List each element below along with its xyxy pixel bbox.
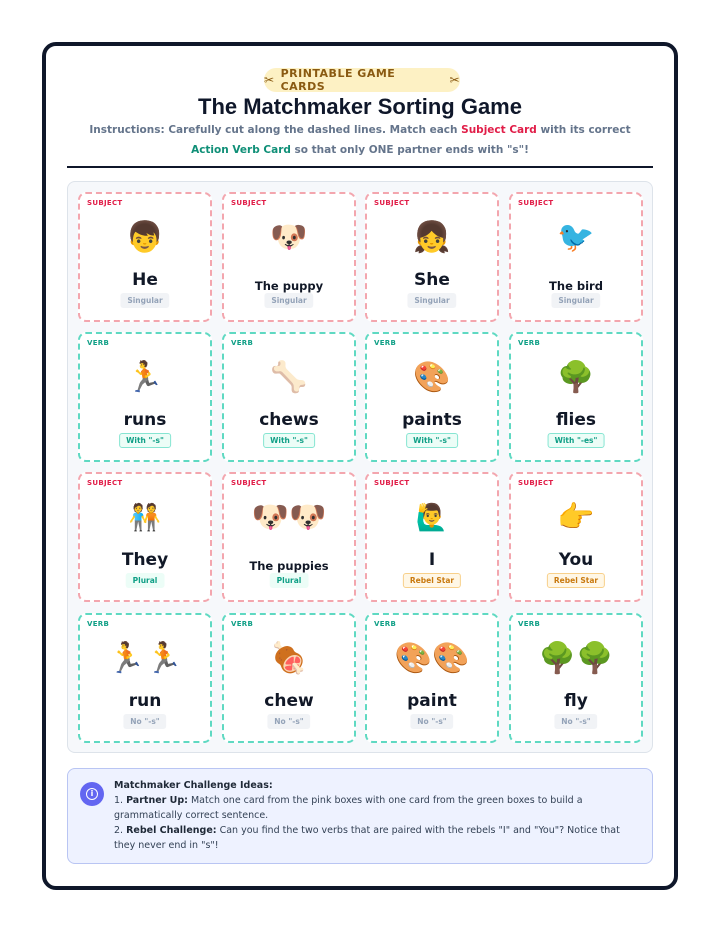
card-tag: VERB: [518, 620, 541, 628]
card-label-badge: With "-s": [406, 433, 458, 448]
card-word: paint: [407, 691, 457, 711]
card-word: The puppy: [254, 279, 324, 293]
card-tag: VERB: [87, 620, 110, 628]
card-illustration: 👉: [557, 500, 595, 535]
card-label-badge: No "-s": [554, 714, 597, 729]
card-word: The bird: [549, 279, 603, 293]
card-tag: SUBJECT: [374, 199, 410, 207]
card-tag: VERB: [231, 620, 254, 628]
instructions-text: Instructions: Carefully cut along the dashed lines. Match each: [89, 124, 462, 136]
list-number: 2.: [114, 825, 127, 836]
card-tag: SUBJECT: [87, 199, 123, 207]
verb-card-term: Action Verb Card: [191, 144, 291, 156]
printable-badge: [264, 68, 460, 92]
card-label-badge: Singular: [264, 293, 313, 308]
card-word: run: [128, 691, 162, 711]
challenge-text: [114, 778, 640, 853]
card-illustration: 🧑‍🤝‍🧑: [128, 503, 162, 533]
challenge-item-label: Rebel Challenge:: [126, 825, 217, 836]
card-word: paints: [402, 410, 462, 430]
list-number: 1.: [114, 795, 127, 806]
challenge-item-1: [114, 793, 640, 823]
card-tag: VERB: [374, 339, 397, 347]
card-word: He: [132, 270, 158, 290]
card-label-badge: Singular: [120, 293, 169, 308]
card-word: They: [121, 550, 169, 570]
verb-card[interactable]: [222, 613, 356, 743]
card-label-badge: Plural: [270, 573, 309, 588]
challenge-box: [67, 768, 653, 864]
card-label-badge: Rebel Star: [403, 573, 461, 588]
card-word: chews: [259, 410, 319, 430]
instructions-text: with its correct: [536, 124, 631, 136]
card-illustration: 🦴: [270, 360, 308, 395]
instructions-text: so that only ONE partner ends with "s"!: [290, 144, 529, 156]
card-illustration: 🏃🏃: [107, 641, 183, 676]
subject-card[interactable]: [222, 472, 356, 602]
verb-card[interactable]: [509, 332, 643, 462]
card-label-badge: Singular: [407, 293, 456, 308]
card-label-badge: With "-s": [263, 433, 315, 448]
badge-label: PRINTABLE GAME CARDS: [280, 67, 396, 93]
instructions: [86, 120, 634, 160]
card-tag: VERB: [518, 339, 541, 347]
challenge-item-text: Can you find the two verbs that are paired with the rebels "I" and "You"? Notice that they never end in "s"!: [114, 825, 620, 851]
subject-card[interactable]: [78, 472, 212, 602]
card-illustration: 🌳: [557, 360, 595, 395]
verb-card[interactable]: [78, 332, 212, 462]
card-word: You: [558, 550, 594, 570]
card-label-badge: No "-s": [410, 714, 453, 729]
card-illustration: 👧: [413, 220, 451, 255]
card-label-badge: Rebel Star: [547, 573, 605, 588]
card-tag: SUBJECT: [518, 479, 554, 487]
challenge-heading: Matchmaker Challenge Ideas:: [114, 780, 273, 791]
subject-card[interactable]: [365, 472, 499, 602]
card-word: runs: [123, 410, 167, 430]
subject-card[interactable]: [222, 192, 356, 322]
card-label-badge: Plural: [126, 573, 165, 588]
card-label-badge: With "-es": [548, 433, 605, 448]
card-label-badge: No "-s": [123, 714, 166, 729]
card-illustration: 🎨🎨: [394, 641, 470, 676]
card-label-badge: No "-s": [267, 714, 310, 729]
card-illustration: 🐶: [270, 220, 308, 255]
subject-card-term: Subject Card: [461, 124, 537, 136]
scissors-icon: ✂: [264, 73, 275, 87]
card-illustration: 🎨: [413, 360, 451, 395]
card-word: She: [414, 270, 450, 290]
card-tag: VERB: [231, 339, 254, 347]
challenge-item-2: [114, 823, 640, 853]
scissors-icon: ✂: [449, 73, 460, 87]
card-illustration: 🐶🐶: [251, 500, 327, 535]
card-tag: SUBJECT: [231, 199, 267, 207]
card-word: The puppies: [249, 559, 329, 573]
card-illustration: 🐦: [557, 220, 595, 255]
subject-card[interactable]: [365, 192, 499, 322]
card-illustration: 🍖: [270, 641, 308, 676]
challenge-item-label: Partner Up:: [126, 795, 188, 806]
verb-card[interactable]: [365, 332, 499, 462]
verb-card[interactable]: [222, 332, 356, 462]
card-tag: SUBJECT: [231, 479, 267, 487]
card-illustration: 🙋‍♂️: [415, 503, 449, 533]
divider: [67, 166, 653, 168]
card-tag: VERB: [87, 339, 110, 347]
card-illustration: 🌳🌳: [538, 641, 614, 676]
verb-card[interactable]: [365, 613, 499, 743]
card-board: [67, 181, 653, 753]
verb-card[interactable]: [509, 613, 643, 743]
info-icon: i: [80, 782, 104, 806]
card-word: I: [428, 550, 436, 570]
card-illustration: 👦: [126, 220, 164, 255]
card-word: chew: [264, 691, 314, 711]
challenge-item-text: Match one card from the pink boxes with one card from the green boxes to build a grammatically correct sentence.: [114, 795, 583, 821]
card-tag: SUBJECT: [87, 479, 123, 487]
card-word: fly: [564, 691, 588, 711]
page-title: The Matchmaker Sorting Game: [198, 94, 522, 119]
card-label-badge: With "-s": [119, 433, 171, 448]
card-word: flies: [555, 410, 597, 430]
subject-card[interactable]: [78, 192, 212, 322]
subject-card[interactable]: [509, 192, 643, 322]
card-label-badge: Singular: [551, 293, 600, 308]
card-illustration: 🏃: [126, 360, 164, 395]
worksheet: [42, 42, 678, 890]
subject-card[interactable]: [509, 472, 643, 602]
card-tag: SUBJECT: [374, 479, 410, 487]
verb-card[interactable]: [78, 613, 212, 743]
card-tag: VERB: [374, 620, 397, 628]
card-tag: SUBJECT: [518, 199, 554, 207]
